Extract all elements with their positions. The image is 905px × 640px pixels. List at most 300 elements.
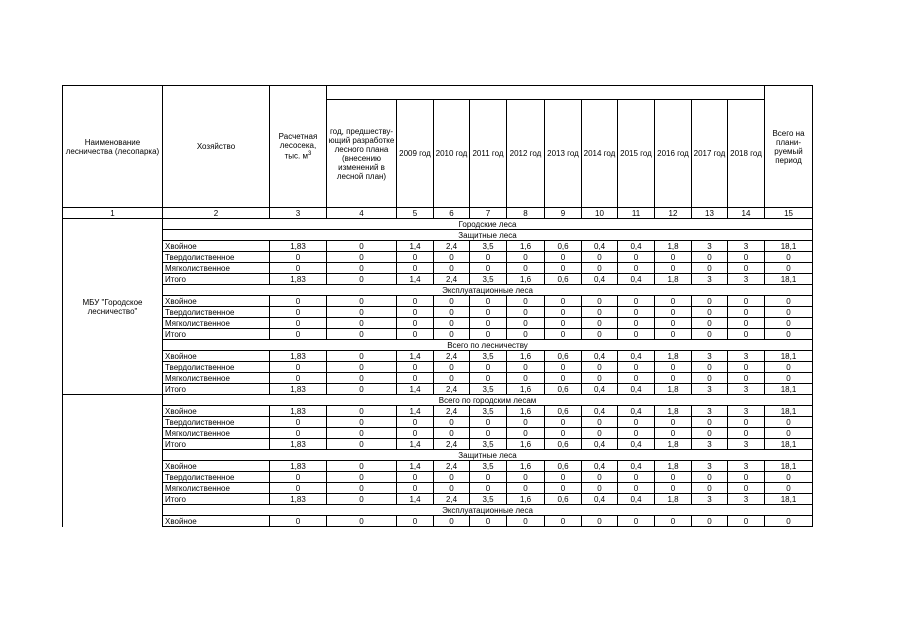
value-cell: 0	[692, 252, 728, 263]
farm-type-cell: Твердолиственное	[163, 252, 270, 263]
year-header: 2012 год	[507, 100, 545, 208]
value-cell: 0	[655, 483, 692, 494]
value-cell: 0	[327, 384, 397, 395]
value-cell: 18,1	[765, 241, 813, 252]
value-cell: 0,4	[618, 274, 655, 285]
value-cell: 0	[728, 252, 765, 263]
value-cell: 0,4	[618, 439, 655, 450]
farm-type-cell: Хвойное	[163, 516, 270, 527]
farm-type-cell: Итого	[163, 494, 270, 505]
value-cell: 0,4	[618, 384, 655, 395]
value-cell: 0,6	[545, 384, 582, 395]
value-cell: 0	[434, 428, 470, 439]
value-cell: 0	[728, 362, 765, 373]
value-cell: 0	[582, 296, 618, 307]
value-cell: 3,5	[470, 351, 507, 362]
value-cell: 0	[545, 318, 582, 329]
value-cell: 0	[618, 329, 655, 340]
table-row	[63, 296, 813, 307]
value-cell: 0	[270, 472, 327, 483]
value-cell: 0	[545, 472, 582, 483]
table-row	[63, 263, 813, 274]
value-cell: 0	[507, 373, 545, 384]
value-cell: 3	[692, 406, 728, 417]
value-cell: 1,4	[397, 439, 434, 450]
value-cell: 0	[618, 417, 655, 428]
value-cell: 0,6	[545, 351, 582, 362]
forestry-name-cell	[63, 395, 163, 527]
value-cell: 0	[434, 417, 470, 428]
column-number: 13	[692, 208, 728, 219]
value-cell: 0	[728, 296, 765, 307]
value-cell: 0	[327, 516, 397, 527]
table-row	[63, 428, 813, 439]
column-number: 2	[163, 208, 270, 219]
value-cell: 0	[434, 263, 470, 274]
value-cell: 0	[692, 318, 728, 329]
value-cell: 0	[327, 406, 397, 417]
value-cell: 3	[728, 384, 765, 395]
column-number: 9	[545, 208, 582, 219]
col-name-header: Наименование лесничества (лесопарка)	[63, 86, 163, 208]
value-cell: 0	[470, 329, 507, 340]
value-cell: 0	[434, 318, 470, 329]
value-cell: 0	[545, 428, 582, 439]
value-cell: 0	[692, 472, 728, 483]
farm-type-cell: Итого	[163, 384, 270, 395]
value-cell: 0	[507, 417, 545, 428]
value-cell: 0	[270, 417, 327, 428]
value-cell: 0	[545, 263, 582, 274]
value-cell: 0	[728, 516, 765, 527]
value-cell: 3,5	[470, 494, 507, 505]
value-cell: 0	[765, 373, 813, 384]
value-cell: 0	[507, 296, 545, 307]
column-number: 8	[507, 208, 545, 219]
col-farm-header: Хозяйство	[163, 86, 270, 208]
col-total-header: Всего на плани-руемый период	[765, 86, 813, 208]
value-cell: 1,83	[270, 406, 327, 417]
value-cell: 0	[507, 516, 545, 527]
value-cell: 0	[397, 373, 434, 384]
value-cell: 0	[765, 472, 813, 483]
value-cell: 0	[765, 362, 813, 373]
value-cell: 0	[545, 329, 582, 340]
value-cell: 2,4	[434, 351, 470, 362]
value-cell: 0	[618, 296, 655, 307]
value-cell: 0,6	[545, 461, 582, 472]
value-cell: 0	[692, 417, 728, 428]
value-cell: 2,4	[434, 461, 470, 472]
year-header: 2010 год	[434, 100, 470, 208]
farm-type-cell: Хвойное	[163, 351, 270, 362]
value-cell: 18,1	[765, 494, 813, 505]
value-cell: 0	[397, 307, 434, 318]
value-cell: 0	[397, 296, 434, 307]
value-cell: 1,8	[655, 274, 692, 285]
value-cell: 0	[434, 362, 470, 373]
value-cell: 1,6	[507, 406, 545, 417]
year-header: 2013 год	[545, 100, 582, 208]
value-cell: 0	[397, 329, 434, 340]
value-cell: 0	[692, 373, 728, 384]
value-cell: 0,4	[618, 461, 655, 472]
value-cell: 0	[765, 318, 813, 329]
value-cell: 0	[507, 483, 545, 494]
value-cell: 1,8	[655, 406, 692, 417]
value-cell: 3	[728, 406, 765, 417]
value-cell: 0	[327, 263, 397, 274]
value-cell: 2,4	[434, 384, 470, 395]
value-cell: 0	[728, 373, 765, 384]
value-cell: 0,4	[582, 494, 618, 505]
value-cell: 18,1	[765, 274, 813, 285]
value-cell: 3	[692, 439, 728, 450]
value-cell: 0,4	[582, 439, 618, 450]
value-cell: 0	[582, 428, 618, 439]
value-cell: 0	[618, 428, 655, 439]
value-cell: 3,5	[470, 439, 507, 450]
value-cell: 0	[397, 516, 434, 527]
value-cell: 18,1	[765, 461, 813, 472]
value-cell: 0	[327, 472, 397, 483]
value-cell: 0	[545, 252, 582, 263]
value-cell: 1,83	[270, 494, 327, 505]
value-cell: 0	[728, 263, 765, 274]
value-cell: 0,4	[582, 461, 618, 472]
value-cell: 1,8	[655, 439, 692, 450]
farm-type-cell: Твердолиственное	[163, 417, 270, 428]
value-cell: 1,8	[655, 494, 692, 505]
value-cell: 0	[692, 483, 728, 494]
value-cell: 0	[270, 373, 327, 384]
value-cell: 0	[470, 472, 507, 483]
value-cell: 3	[692, 274, 728, 285]
value-cell: 3	[728, 461, 765, 472]
value-cell: 0	[397, 263, 434, 274]
value-cell: 0	[270, 428, 327, 439]
subsection-title: Всего по лесничеству	[163, 340, 813, 351]
value-cell: 0	[545, 483, 582, 494]
value-cell: 3	[728, 351, 765, 362]
value-cell: 0	[507, 329, 545, 340]
value-cell: 0	[397, 252, 434, 263]
value-cell: 0,4	[618, 494, 655, 505]
value-cell: 0	[655, 428, 692, 439]
value-cell: 0	[270, 516, 327, 527]
value-cell: 0	[618, 472, 655, 483]
year-header: 2015 год	[618, 100, 655, 208]
farm-type-cell: Мягколиственное	[163, 483, 270, 494]
subsection-title-row	[63, 230, 813, 241]
value-cell: 2,4	[434, 406, 470, 417]
value-cell: 0	[270, 252, 327, 263]
value-cell: 0	[470, 373, 507, 384]
year-header: 2017 год	[692, 100, 728, 208]
value-cell: 0	[692, 263, 728, 274]
value-cell: 0	[545, 417, 582, 428]
year-header: 2011 год	[470, 100, 507, 208]
column-number-row	[63, 208, 813, 219]
value-cell: 1,6	[507, 274, 545, 285]
subsection-title: Защитные леса	[163, 450, 813, 461]
value-cell: 1,4	[397, 274, 434, 285]
value-cell: 0	[434, 483, 470, 494]
value-cell: 0	[655, 362, 692, 373]
value-cell: 0	[470, 428, 507, 439]
value-cell: 0	[582, 252, 618, 263]
value-cell: 0	[765, 428, 813, 439]
value-cell: 18,1	[765, 406, 813, 417]
value-cell: 0	[765, 296, 813, 307]
farm-type-cell: Мягколиственное	[163, 318, 270, 329]
value-cell: 0	[728, 307, 765, 318]
farm-type-cell: Хвойное	[163, 461, 270, 472]
value-cell: 1,8	[655, 241, 692, 252]
value-cell: 3,5	[470, 384, 507, 395]
table-row	[63, 439, 813, 450]
value-cell: 0	[397, 472, 434, 483]
value-cell: 0	[582, 307, 618, 318]
value-cell: 0	[582, 483, 618, 494]
table-row	[63, 472, 813, 483]
value-cell: 0	[270, 483, 327, 494]
year-header: 2009 год	[397, 100, 434, 208]
table-row	[63, 384, 813, 395]
farm-type-cell: Итого	[163, 329, 270, 340]
value-cell: 0	[397, 428, 434, 439]
table-row	[63, 417, 813, 428]
value-cell: 0	[270, 362, 327, 373]
section-title: Городские леса	[163, 219, 813, 230]
value-cell: 0	[655, 472, 692, 483]
farm-type-cell: Твердолиственное	[163, 362, 270, 373]
value-cell: 0	[618, 252, 655, 263]
value-cell: 0,4	[618, 241, 655, 252]
col-calc-sup: 3	[308, 151, 312, 158]
value-cell: 0	[765, 263, 813, 274]
value-cell: 0	[728, 472, 765, 483]
table-row	[63, 318, 813, 329]
value-cell: 0	[655, 417, 692, 428]
value-cell: 1,8	[655, 351, 692, 362]
value-cell: 0	[470, 318, 507, 329]
table-row	[63, 351, 813, 362]
value-cell: 3,5	[470, 274, 507, 285]
value-cell: 0	[692, 296, 728, 307]
value-cell: 0	[434, 252, 470, 263]
table-row	[63, 373, 813, 384]
value-cell: 3	[728, 241, 765, 252]
value-cell: 3	[692, 494, 728, 505]
table-row	[63, 483, 813, 494]
value-cell: 0	[434, 373, 470, 384]
value-cell: 0	[327, 307, 397, 318]
value-cell: 0	[270, 263, 327, 274]
value-cell: 0	[655, 296, 692, 307]
table-row	[63, 406, 813, 417]
value-cell: 0	[618, 362, 655, 373]
value-cell: 0	[397, 362, 434, 373]
value-cell: 0	[270, 318, 327, 329]
value-cell: 0	[692, 516, 728, 527]
col-prev-header: год, предшеству-ющий разработке лесного плана (внесению изменений в лесной план)	[327, 100, 397, 208]
column-number: 6	[434, 208, 470, 219]
value-cell: 0	[618, 318, 655, 329]
value-cell: 0	[270, 329, 327, 340]
value-cell: 0	[728, 428, 765, 439]
value-cell: 0	[434, 296, 470, 307]
value-cell: 0	[327, 252, 397, 263]
value-cell: 0	[545, 307, 582, 318]
value-cell: 0	[470, 252, 507, 263]
value-cell: 0	[618, 373, 655, 384]
value-cell: 0	[692, 307, 728, 318]
value-cell: 0	[327, 296, 397, 307]
value-cell: 0	[327, 274, 397, 285]
forestry-name-cell: МБУ "Городское лесничество"	[63, 219, 163, 395]
table-row	[63, 252, 813, 263]
value-cell: 0,4	[582, 241, 618, 252]
section-title-row	[63, 219, 813, 230]
value-cell: 1,6	[507, 461, 545, 472]
value-cell: 0,4	[582, 351, 618, 362]
col-calc-text: Расчетная лесосека, тыс. м	[278, 132, 318, 161]
value-cell: 1,4	[397, 351, 434, 362]
value-cell: 0	[582, 516, 618, 527]
value-cell: 0	[728, 318, 765, 329]
value-cell: 0,6	[545, 274, 582, 285]
value-cell: 0	[582, 263, 618, 274]
table-row	[63, 494, 813, 505]
header-top-blank	[327, 86, 765, 100]
value-cell: 1,6	[507, 439, 545, 450]
value-cell: 0	[470, 307, 507, 318]
value-cell: 0	[618, 263, 655, 274]
value-cell: 1,4	[397, 406, 434, 417]
column-number: 4	[327, 208, 397, 219]
table-row	[63, 307, 813, 318]
value-cell: 1,4	[397, 241, 434, 252]
column-number: 1	[63, 208, 163, 219]
farm-type-cell: Итого	[163, 439, 270, 450]
value-cell: 0	[470, 483, 507, 494]
value-cell: 0	[545, 516, 582, 527]
value-cell: 0,4	[582, 406, 618, 417]
value-cell: 1,83	[270, 461, 327, 472]
value-cell: 0	[327, 241, 397, 252]
value-cell: 0	[618, 307, 655, 318]
value-cell: 3	[692, 351, 728, 362]
value-cell: 0	[434, 307, 470, 318]
column-number: 3	[270, 208, 327, 219]
value-cell: 0	[765, 516, 813, 527]
value-cell: 0	[327, 318, 397, 329]
value-cell: 0	[507, 318, 545, 329]
farm-type-cell: Хвойное	[163, 241, 270, 252]
value-cell: 2,4	[434, 241, 470, 252]
value-cell: 2,4	[434, 494, 470, 505]
value-cell: 0	[692, 362, 728, 373]
value-cell: 1,8	[655, 461, 692, 472]
value-cell: 0	[765, 483, 813, 494]
value-cell: 0	[728, 483, 765, 494]
value-cell: 0	[582, 329, 618, 340]
value-cell: 1,4	[397, 461, 434, 472]
value-cell: 0	[327, 329, 397, 340]
value-cell: 0	[765, 252, 813, 263]
value-cell: 3	[692, 461, 728, 472]
column-number: 14	[728, 208, 765, 219]
value-cell: 0	[655, 318, 692, 329]
farm-type-cell: Твердолиственное	[163, 472, 270, 483]
value-cell: 3,5	[470, 406, 507, 417]
subsection-title: Эксплуатационные леса	[163, 505, 813, 516]
value-cell: 18,1	[765, 351, 813, 362]
table-row	[63, 274, 813, 285]
value-cell: 0,6	[545, 439, 582, 450]
value-cell: 3	[728, 494, 765, 505]
value-cell: 0	[470, 296, 507, 307]
farm-type-cell: Мягколиственное	[163, 263, 270, 274]
table-row	[63, 461, 813, 472]
value-cell: 0	[582, 362, 618, 373]
value-cell: 0	[728, 417, 765, 428]
value-cell: 0	[397, 417, 434, 428]
value-cell: 0	[470, 417, 507, 428]
value-cell: 0	[470, 263, 507, 274]
value-cell: 0	[327, 351, 397, 362]
table-row	[63, 241, 813, 252]
value-cell: 1,83	[270, 384, 327, 395]
value-cell: 0	[655, 263, 692, 274]
value-cell: 0,4	[582, 384, 618, 395]
cutting-volume-table	[62, 85, 813, 527]
value-cell: 3	[728, 274, 765, 285]
value-cell: 1,4	[397, 494, 434, 505]
value-cell: 0	[545, 362, 582, 373]
value-cell: 0,6	[545, 241, 582, 252]
value-cell: 0	[582, 318, 618, 329]
value-cell: 0	[728, 329, 765, 340]
value-cell: 1,6	[507, 384, 545, 395]
farm-type-cell: Мягколиственное	[163, 373, 270, 384]
value-cell: 0	[327, 439, 397, 450]
value-cell: 0	[470, 516, 507, 527]
value-cell: 3	[692, 384, 728, 395]
value-cell: 0,6	[545, 494, 582, 505]
value-cell: 0	[507, 428, 545, 439]
column-number: 10	[582, 208, 618, 219]
farm-type-cell: Твердолиственное	[163, 307, 270, 318]
value-cell: 0	[270, 307, 327, 318]
value-cell: 0	[327, 373, 397, 384]
value-cell: 0	[397, 318, 434, 329]
value-cell: 0	[655, 516, 692, 527]
value-cell: 0	[507, 307, 545, 318]
value-cell: 0	[327, 461, 397, 472]
value-cell: 0	[655, 307, 692, 318]
value-cell: 1,6	[507, 351, 545, 362]
value-cell: 0	[507, 252, 545, 263]
value-cell: 0	[507, 472, 545, 483]
value-cell: 0	[655, 329, 692, 340]
value-cell: 1,83	[270, 274, 327, 285]
value-cell: 0	[582, 472, 618, 483]
value-cell: 0	[765, 417, 813, 428]
value-cell: 3,5	[470, 241, 507, 252]
value-cell: 0	[434, 472, 470, 483]
